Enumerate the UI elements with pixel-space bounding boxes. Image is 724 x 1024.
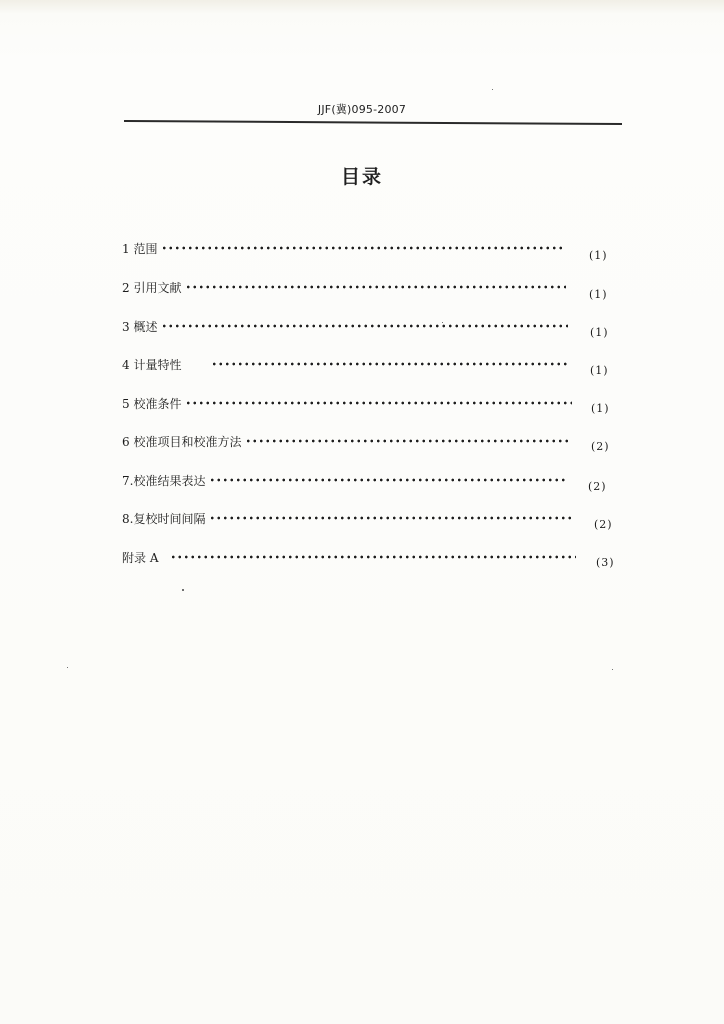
- toc-entry[interactable]: [122, 394, 576, 412]
- scan-speck: [182, 589, 184, 591]
- toc-entry[interactable]: [122, 278, 570, 296]
- toc-entry-page: (2): [588, 480, 607, 493]
- toc-entry-label: 8.复校时间间隔: [122, 511, 206, 526]
- toc-entry-label: 1 范围: [122, 241, 158, 256]
- toc-entry-label: 6 校准项目和校准方法: [122, 434, 242, 449]
- toc-entry[interactable]: [122, 355, 572, 373]
- toc-entry-page: (1): [589, 249, 608, 262]
- toc-entry[interactable]: [122, 432, 574, 450]
- toc-entry-page: (3): [596, 556, 615, 569]
- toc-leader-dots: [161, 324, 568, 328]
- toc-entry-page: (1): [590, 326, 609, 339]
- toc-entry[interactable]: [122, 239, 570, 257]
- toc-entry-label: 2 引用文献: [122, 280, 182, 295]
- toc-title: 目录: [340, 166, 383, 188]
- toc-entry[interactable]: [122, 317, 572, 335]
- toc-entry-label: 3 概述: [122, 319, 158, 334]
- toc-entry-label: 附录 A: [122, 550, 159, 565]
- toc-leader-dots: [245, 439, 570, 443]
- toc-entry[interactable]: [122, 548, 580, 566]
- toc-entry-page: (1): [590, 364, 609, 377]
- toc-entry[interactable]: [122, 471, 572, 489]
- toc-entry-page: (1): [591, 402, 610, 415]
- toc-entry-page: (2): [591, 440, 610, 453]
- toc-leader-dots: [211, 362, 568, 366]
- toc-entry-page: (2): [594, 518, 613, 531]
- toc-leader-dots: [170, 555, 576, 559]
- scan-speck: [492, 89, 493, 90]
- scan-speck: [67, 667, 68, 668]
- standard-code: JJF(冀)095-2007: [317, 103, 407, 116]
- toc-leader-dots: [185, 285, 566, 289]
- toc-entry-label: 4 计量特性: [122, 357, 182, 372]
- toc-leader-dots: [209, 516, 571, 520]
- toc-leader-dots: [185, 401, 572, 405]
- toc-entry[interactable]: [122, 509, 575, 527]
- scan-speck: [612, 669, 613, 670]
- scan-speck: [442, 322, 443, 323]
- toc-entry-label: 7.校准结果表达: [122, 473, 206, 488]
- toc-entry-label: 5 校准条件: [122, 396, 182, 411]
- toc-leader-dots: [209, 478, 568, 482]
- toc-leader-dots: [161, 246, 566, 250]
- toc-entry-page: (1): [589, 288, 608, 301]
